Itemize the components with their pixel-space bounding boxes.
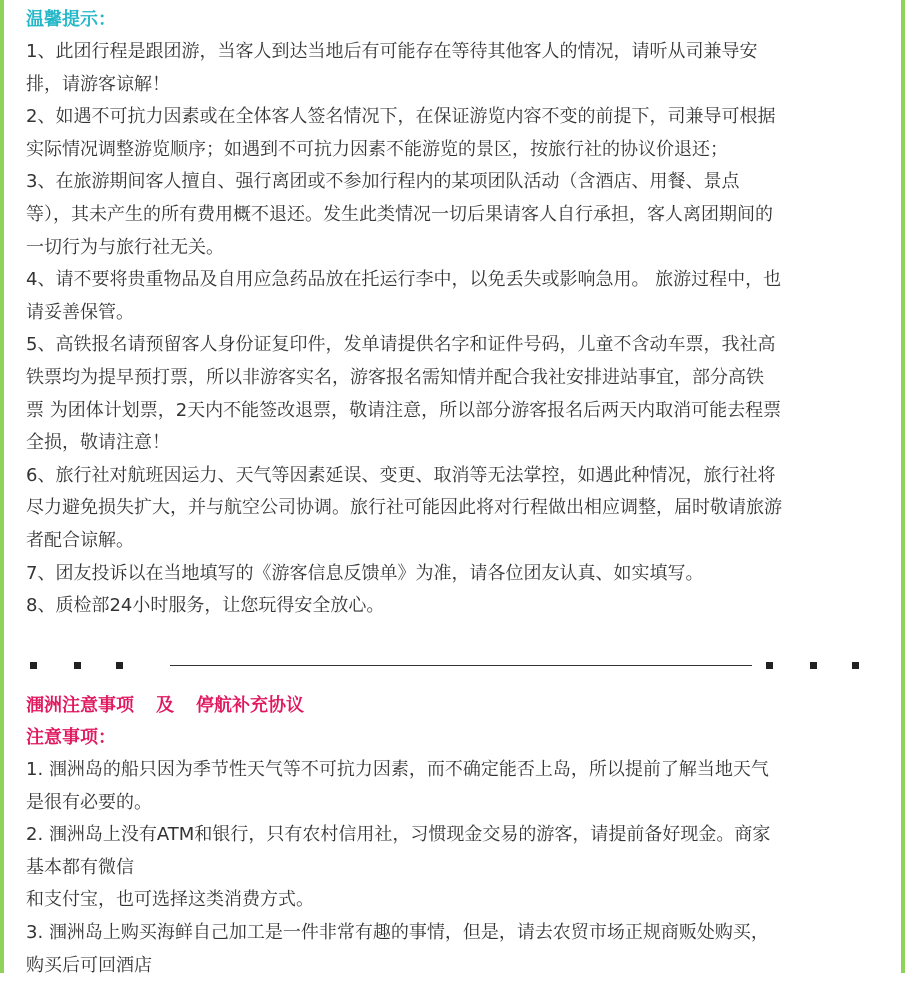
tips-line: 票 为团体计划票，2天内不能签改退票，敬请注意，所以部分游客报名后两天内取消可能去程票 — [26, 399, 782, 421]
divider-square-icon — [30, 662, 37, 669]
weizhou-title-part2: 及 — [156, 695, 174, 716]
tips-line: 请妥善保管。 — [26, 301, 134, 323]
tips-line: 一切行为与旅行社无关。 — [26, 236, 224, 258]
divider-square-icon — [116, 662, 123, 669]
tips-line: 5、高铁报名请预留客人身份证复印件，发单请提供名字和证件号码，儿童不含动车票，我社高 — [26, 334, 776, 356]
weizhou-line: 基本都有微信 — [26, 856, 134, 878]
weizhou-line: 1. 涠洲岛的船只因为季节性天气等不可抗力因素，而不确定能否上岛，所以提前了解当地天气 — [26, 759, 769, 780]
tips-line: 3、在旅游期间客人擅自、强行离团或不参加行程内的某项团队活动（含酒店、用餐、景点 — [26, 171, 740, 193]
tips-line: 者配合谅解。 — [26, 529, 134, 551]
tips-body — [26, 36, 896, 623]
tips-line: 尽力避免损失扩大，并与航空公司协调。旅行社可能因此将对行程做出相应调整，届时敬请旅游 — [26, 497, 782, 519]
divider-square-icon — [74, 662, 81, 669]
tips-line: 排，请游客谅解！ — [26, 73, 170, 95]
weizhou-line: 和支付宝，也可选择这类消费方式。 — [26, 889, 314, 911]
tips-line: 全损，敬请注意！ — [26, 432, 170, 454]
weizhou-section-title — [26, 690, 896, 722]
weizhou-line: 是很有必要的。 — [26, 791, 152, 813]
tips-line: 8、质检部24小时服务，让您玩得安全放心。 — [26, 595, 385, 617]
section-divider — [26, 660, 866, 672]
weizhou-title-part1: 涠洲注意事项 — [26, 695, 134, 716]
weizhou-line: 3. 涠洲岛上购买海鲜自己加工是一件非常有趣的事情，但是，请去农贸市场正规商贩处购买， — [26, 921, 769, 943]
divider-line — [170, 665, 752, 666]
weizhou-section — [26, 690, 896, 982]
tips-line: 1、此团行程是跟团游，当客人到达当地后有可能存在等待其他客人的情况，请听从司兼导安 — [26, 41, 758, 62]
tips-line: 4、请不要将贵重物品及自用应急药品放在托运行李中，以免丢失或影响急用。 旅游过程中，也 — [26, 269, 782, 291]
weizhou-line: 2. 涠洲岛上没有ATM和银行，只有农村信用社，习惯现金交易的游客，请提前备好现金。商家 — [26, 824, 771, 846]
tips-line: 6、旅行社对航班因运力、天气等因素延误、变更、取消等无法掌控，如遇此种情况，旅行社将 — [26, 464, 776, 486]
divider-square-icon — [766, 662, 773, 669]
tips-title: 温馨提示： — [26, 9, 116, 30]
weizhou-subtitle: 注意事项： — [26, 727, 116, 748]
weizhou-body — [26, 754, 896, 982]
tips-section — [26, 4, 896, 623]
divider-square-icon — [852, 662, 859, 669]
tips-line: 等），其未产生的所有费用概不退还。发生此类情况一切后果请客人自行承担，客人离团期间的 — [26, 203, 773, 225]
weizhou-title-part3: 停航补充协议 — [196, 695, 304, 716]
tips-line: 7、团友投诉以在当地填写的《游客信息反馈单》为准，请各位团友认真、如实填写。 — [26, 562, 704, 584]
divider-square-icon — [810, 662, 817, 669]
weizhou-line: 购买后可回酒店 — [26, 954, 152, 976]
tips-line: 铁票均为提早预打票，所以非游客实名，游客报名需知情并配合我社安排进站事宜，部分高铁 — [26, 366, 764, 388]
tips-line: 2、如遇不可抗力因素或在全体客人签名情况下，在保证游览内容不变的前提下，司兼导可根据 — [26, 106, 776, 128]
tips-line: 实际情况调整游览顺序；如遇到不可抗力因素不能游览的景区，按旅行社的协议价退还； — [26, 138, 728, 160]
